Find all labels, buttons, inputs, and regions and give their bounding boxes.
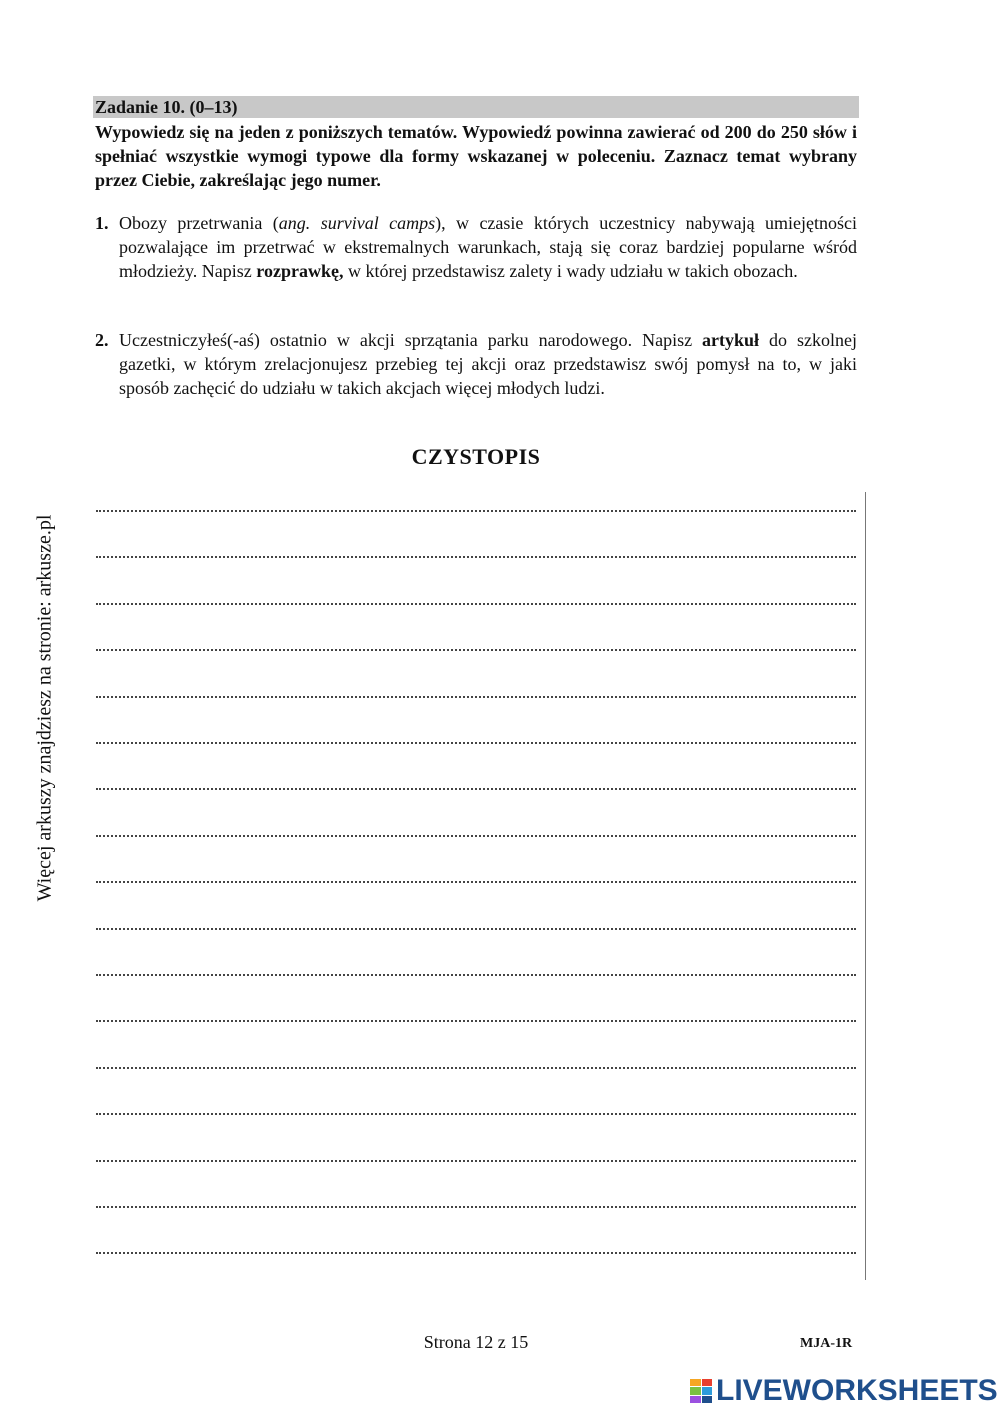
brand-logo[interactable]: [690, 1374, 998, 1408]
liveworksheets-icon: [690, 1379, 712, 1403]
writing-line[interactable]: [96, 1206, 856, 1208]
writing-line[interactable]: [96, 742, 856, 744]
logo-square: [690, 1379, 701, 1386]
writing-line[interactable]: [96, 1067, 856, 1069]
topic-form-word: artykuł: [702, 330, 760, 350]
writing-line[interactable]: [96, 974, 856, 976]
topic-text: [119, 211, 857, 283]
topic-text-part: ), w czasie których uczestnicy nabywają umiejętności pozwalające im przetrwać w ekstremalnych warunkach, stają się coraz bardziej popularne wśród młodzieży. Napisz: [119, 213, 857, 281]
section-title: CZYSTOPIS: [411, 444, 541, 469]
topic-number[interactable]: 1.: [95, 213, 109, 233]
writing-line[interactable]: [96, 510, 856, 512]
writing-line[interactable]: [96, 1160, 856, 1162]
writing-line[interactable]: [96, 649, 856, 651]
writing-line[interactable]: [96, 696, 856, 698]
topic-text-part: Obozy przetrwania (: [119, 213, 279, 233]
logo-square: [690, 1387, 701, 1394]
topic-text-italic: ang. survival camps: [278, 213, 436, 233]
writing-line[interactable]: [96, 1252, 856, 1254]
writing-line[interactable]: [96, 1113, 856, 1115]
topic-text-part: w której przedstawisz zalety i wady udziału w takich obozach.: [343, 261, 798, 281]
topic-number[interactable]: 2.: [95, 330, 109, 350]
topic-text-part: Uczestniczyłeś(-aś) ostatnio w akcji sprzątania parku narodowego. Napisz: [119, 330, 703, 350]
writing-line[interactable]: [96, 1020, 856, 1022]
margin-rule: [865, 492, 866, 1280]
document-code: MJA-1R: [800, 1336, 853, 1351]
writing-line[interactable]: [96, 881, 856, 883]
brand-name: LIVEWORKSHEETS: [716, 1374, 998, 1407]
writing-line[interactable]: [96, 556, 856, 558]
page-number: Strona 12 z 15: [423, 1332, 529, 1352]
logo-square: [690, 1396, 701, 1403]
logo-square: [702, 1396, 713, 1403]
writing-line[interactable]: [96, 835, 856, 837]
writing-line[interactable]: [96, 788, 856, 790]
topic-2[interactable]: [95, 328, 857, 400]
writing-line[interactable]: [96, 603, 856, 605]
task-header: Zadanie 10. (0–13): [93, 96, 859, 118]
topic-text: [119, 328, 857, 400]
topic-1[interactable]: [95, 211, 857, 283]
side-note-text: Więcej arkuszy znajdziesz na stronie: arkusze.pl: [33, 514, 56, 902]
topic-text-part: do szkolnej gazetki, w którym zrelacjonujesz przebieg tej akcji oraz przedstawisz swój pomysł na to, w jaki sposób zachęcić do udziału w takich akcjach więcej młodych ludzi.: [119, 330, 857, 398]
logo-square: [702, 1387, 713, 1394]
writing-line[interactable]: [96, 928, 856, 930]
topic-form-word: rozprawkę,: [256, 261, 344, 281]
logo-square: [702, 1379, 713, 1386]
task-instructions: Wypowiedz się na jeden z poniższych tematów. Wypowiedź powinna zawierać od 200 do 250 słów i spełniać wszystkie wymogi typowe dla formy wskazanej w poleceniu. Zaznacz temat wybrany przez Ciebie, zakreślając jego numer.: [95, 122, 857, 190]
